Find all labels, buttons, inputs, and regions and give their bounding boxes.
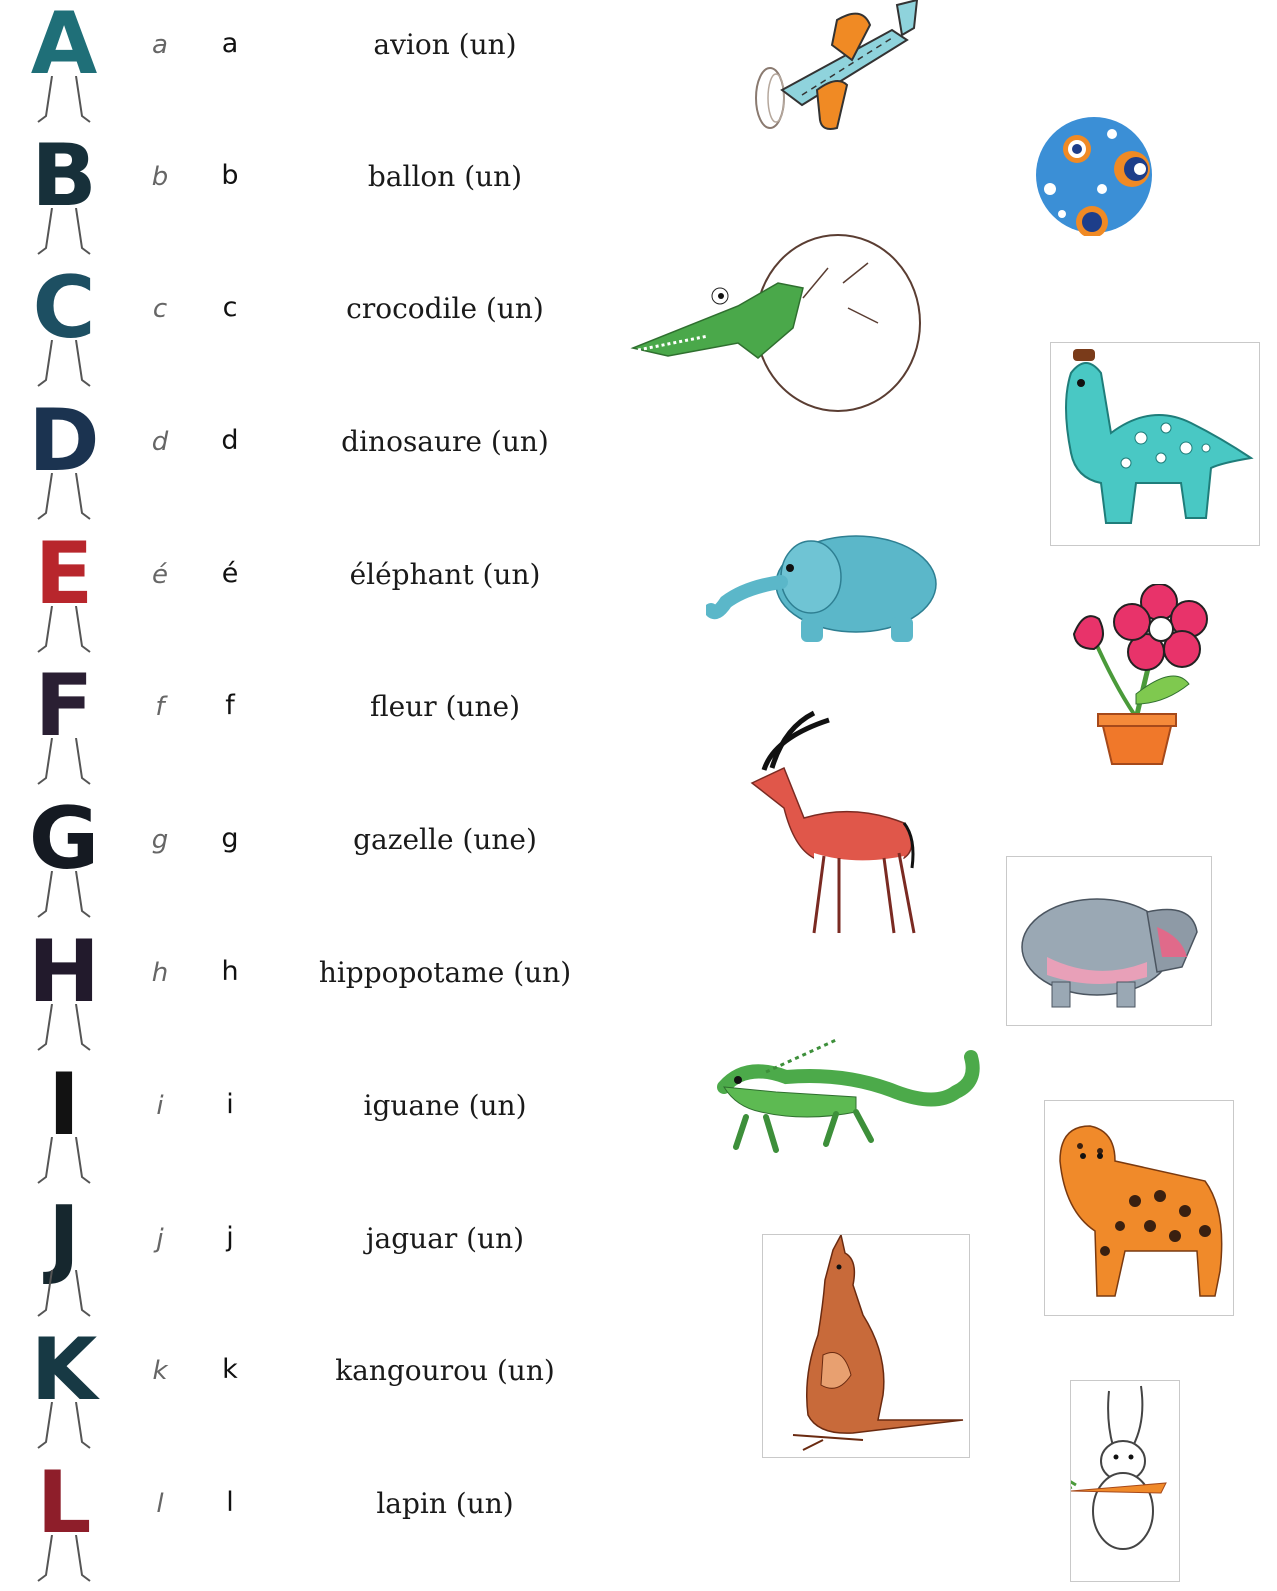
alphabet-row	[0, 391, 620, 529]
letter-character-illustration	[10, 258, 110, 396]
vocabulary-word: crocodile (un)	[346, 292, 544, 325]
alphabet-row	[0, 1320, 620, 1458]
alphabet-row	[0, 1055, 620, 1193]
print-letter: l	[226, 1487, 234, 1518]
script-letter: f	[155, 692, 165, 722]
alphabet-row	[0, 1453, 620, 1591]
uppercase-letter: D	[28, 391, 100, 491]
print-letter: g	[221, 823, 239, 854]
ball-illustration	[1032, 114, 1156, 236]
letter-character-illustration	[10, 656, 110, 794]
print-letter: é	[221, 558, 239, 589]
rabbit-illustration	[1070, 1380, 1180, 1582]
letter-legs-icon	[24, 76, 104, 124]
dinosaur-illustration	[1050, 342, 1260, 546]
airplane-illustration	[742, 0, 932, 132]
letter-legs-icon	[24, 871, 104, 919]
hippopotamus-illustration	[1006, 856, 1212, 1026]
jaguar-illustration	[1044, 1100, 1234, 1316]
uppercase-letter: E	[34, 524, 94, 624]
letter-legs-icon	[24, 208, 104, 256]
letter-character-illustration	[10, 922, 110, 1060]
letter-character-illustration	[10, 0, 110, 132]
print-letter: i	[226, 1089, 234, 1120]
letter-character-illustration	[10, 789, 110, 927]
letter-character-illustration	[10, 391, 110, 529]
vocabulary-word: iguane (un)	[363, 1089, 527, 1122]
flower-illustration	[1064, 584, 1212, 768]
alphabet-row	[0, 524, 620, 662]
letter-character-illustration	[10, 1188, 110, 1326]
alphabet-row	[0, 0, 620, 132]
uppercase-letter: K	[30, 1320, 98, 1420]
uppercase-letter: C	[32, 258, 96, 358]
letter-legs-icon	[24, 738, 104, 786]
letter-character-illustration	[10, 126, 110, 264]
script-letter: b	[151, 162, 169, 192]
print-letter: d	[221, 425, 239, 456]
elephant-illustration	[706, 522, 942, 646]
alphabet-row	[0, 922, 620, 1060]
crocodile-illustration	[628, 228, 924, 412]
alphabet-row	[0, 1188, 620, 1326]
print-letter: c	[222, 292, 238, 323]
script-letter: k	[152, 1356, 168, 1386]
script-letter: d	[151, 427, 169, 457]
alphabet-row	[0, 126, 620, 264]
letter-legs-icon	[24, 1402, 104, 1450]
gazelle-illustration	[744, 708, 926, 944]
print-letter: k	[222, 1354, 238, 1385]
vocabulary-word: hippopotame (un)	[318, 956, 572, 989]
vocabulary-word: lapin (un)	[376, 1487, 514, 1520]
letter-legs-icon	[24, 606, 104, 654]
letter-legs-icon	[24, 340, 104, 388]
print-letter: f	[225, 690, 235, 721]
letter-legs-icon	[24, 1137, 104, 1185]
script-letter: h	[151, 958, 169, 988]
script-letter: i	[156, 1091, 164, 1121]
script-letter: j	[156, 1224, 164, 1254]
uppercase-letter: G	[28, 789, 100, 889]
uppercase-letter: A	[30, 0, 98, 94]
vocabulary-word: avion (un)	[373, 28, 517, 61]
letter-character-illustration	[10, 1320, 110, 1458]
vocabulary-word: kangourou (un)	[335, 1354, 555, 1387]
print-letter: j	[226, 1222, 234, 1253]
script-letter: a	[152, 30, 168, 60]
uppercase-letter: F	[34, 656, 94, 756]
letter-character-illustration	[10, 1055, 110, 1193]
alphabet-row	[0, 789, 620, 927]
letter-legs-icon	[24, 1535, 104, 1583]
print-letter: b	[221, 160, 239, 191]
letter-character-illustration	[10, 1453, 110, 1591]
kangaroo-illustration	[762, 1234, 970, 1458]
letter-legs-icon	[24, 1270, 104, 1318]
print-letter: a	[221, 28, 239, 59]
vocabulary-word: fleur (une)	[369, 690, 521, 723]
vocabulary-word: dinosaure (un)	[341, 425, 549, 458]
vocabulary-word: éléphant (un)	[349, 558, 541, 591]
uppercase-letter: I	[48, 1055, 80, 1155]
uppercase-letter: L	[36, 1453, 92, 1553]
letter-legs-icon	[24, 1004, 104, 1052]
script-letter: c	[152, 294, 168, 324]
script-letter: é	[152, 560, 168, 590]
letter-legs-icon	[24, 473, 104, 521]
uppercase-letter: J	[48, 1188, 80, 1288]
uppercase-letter: H	[28, 922, 100, 1022]
print-letter: h	[221, 956, 239, 987]
vocabulary-word: ballon (un)	[367, 160, 523, 193]
letter-character-illustration	[10, 524, 110, 662]
iguana-illustration	[716, 1032, 980, 1164]
script-letter: g	[151, 825, 169, 855]
script-letter: l	[156, 1489, 164, 1519]
alphabet-row	[0, 258, 620, 396]
alphabet-row	[0, 656, 620, 794]
vocabulary-word: gazelle (une)	[353, 823, 537, 856]
vocabulary-word: jaguar (un)	[365, 1222, 525, 1255]
uppercase-letter: B	[31, 126, 97, 226]
